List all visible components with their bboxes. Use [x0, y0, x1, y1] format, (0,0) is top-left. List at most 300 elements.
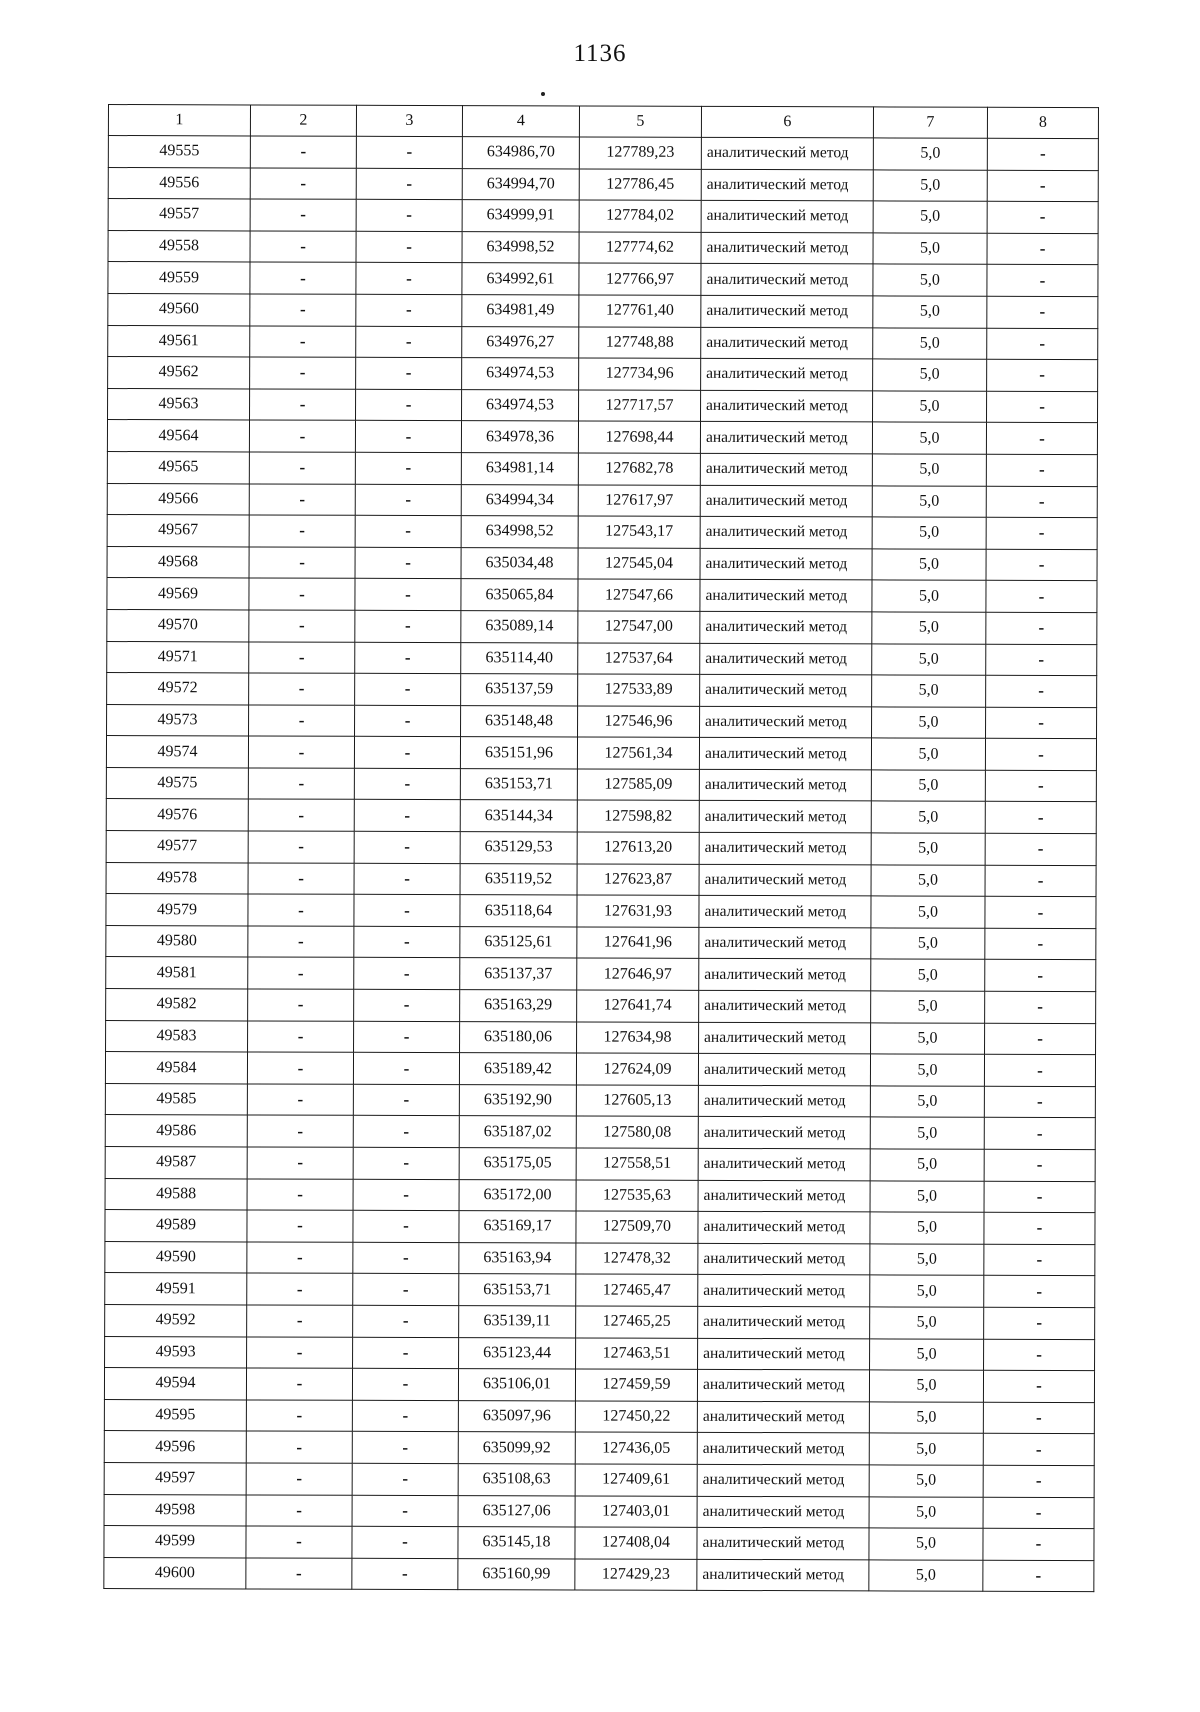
table-row: [104, 1557, 1094, 1592]
cell-col-3-value: -: [353, 1210, 459, 1242]
cell-method: аналитический метод: [699, 990, 871, 1022]
cell-point-number: 49562: [108, 357, 250, 389]
cell-col-3-value: -: [356, 136, 462, 168]
cell-y-coordinate: 127631,93: [577, 895, 699, 927]
cell-col-8-value: -: [987, 359, 1098, 391]
cell-col-3-value: -: [354, 1021, 460, 1053]
cell-accuracy: 5,0: [870, 1212, 984, 1244]
cell-x-coordinate: 634981,49: [462, 295, 579, 327]
cell-col-2-value: -: [250, 168, 356, 200]
cell-accuracy: 5,0: [871, 833, 985, 865]
cell-point-number: 49570: [107, 609, 249, 641]
cell-col-2-value: -: [248, 957, 354, 989]
table-row: [107, 609, 1097, 644]
cell-method: аналитический метод: [698, 1117, 870, 1149]
cell-y-coordinate: 127580,08: [576, 1116, 698, 1148]
cell-method: аналитический метод: [700, 611, 872, 643]
cell-y-coordinate: 127545,04: [578, 548, 700, 580]
cell-col-8-value: -: [984, 1339, 1095, 1371]
cell-col-3-value: -: [355, 705, 461, 737]
table-row: [106, 799, 1096, 834]
cell-x-coordinate: 634974,53: [462, 389, 579, 421]
cell-col-8-value: -: [984, 1244, 1095, 1276]
cell-y-coordinate: 127734,96: [579, 358, 701, 390]
cell-col-8-value: -: [983, 1465, 1094, 1497]
cell-method: аналитический метод: [701, 137, 873, 169]
cell-y-coordinate: 127561,34: [577, 737, 699, 769]
cell-col-3-value: -: [356, 199, 462, 231]
cell-accuracy: 5,0: [873, 264, 987, 296]
cell-point-number: 49586: [105, 1115, 247, 1147]
cell-y-coordinate: 127617,97: [578, 485, 700, 517]
cell-col-2-value: -: [248, 989, 354, 1021]
cell-point-number: 49591: [105, 1273, 247, 1305]
cell-accuracy: 5,0: [873, 138, 987, 170]
cell-method: аналитический метод: [698, 1338, 870, 1370]
cell-col-3-value: -: [355, 421, 461, 453]
cell-x-coordinate: 634992,61: [462, 263, 579, 295]
cell-x-coordinate: 635175,05: [459, 1148, 576, 1180]
coordinates-table-container: [103, 104, 1098, 1592]
cell-col-2-value: -: [247, 1179, 353, 1211]
cell-col-8-value: -: [987, 391, 1098, 423]
cell-method: аналитический метод: [701, 295, 873, 327]
cell-accuracy: 5,0: [871, 991, 985, 1023]
cell-x-coordinate: 635139,11: [459, 1306, 576, 1338]
cell-col-8-value: -: [987, 138, 1098, 170]
cell-col-3-value: -: [356, 168, 462, 200]
cell-accuracy: 5,0: [869, 1496, 983, 1528]
table-row: [106, 989, 1096, 1024]
cell-point-number: 49583: [106, 1020, 248, 1052]
cell-col-3-value: -: [356, 357, 462, 389]
scan-artifact-dot: [541, 92, 545, 96]
cell-y-coordinate: 127717,57: [579, 390, 701, 422]
table-row: [107, 673, 1097, 708]
cell-y-coordinate: 127761,40: [579, 295, 701, 327]
cell-point-number: 49556: [108, 167, 250, 199]
cell-method: аналитический метод: [701, 390, 873, 422]
cell-y-coordinate: 127774,62: [579, 232, 701, 264]
cell-method: аналитический метод: [698, 1275, 870, 1307]
table-row: [104, 1399, 1094, 1434]
cell-col-2-value: -: [246, 1494, 352, 1526]
cell-point-number: 49597: [104, 1462, 246, 1494]
table-row: [105, 1178, 1095, 1213]
cell-method: аналитический метод: [697, 1527, 869, 1559]
table-row: [106, 894, 1096, 929]
cell-y-coordinate: 127624,09: [576, 1053, 698, 1085]
table-row: [106, 925, 1096, 960]
cell-point-number: 49559: [108, 262, 250, 294]
cell-method: аналитический метод: [700, 706, 872, 738]
cell-y-coordinate: 127409,61: [575, 1464, 697, 1496]
cell-col-2-value: -: [249, 578, 355, 610]
table-row: [104, 1494, 1094, 1529]
cell-method: аналитический метод: [700, 516, 872, 548]
cell-col-3-value: -: [354, 800, 460, 832]
cell-point-number: 49574: [106, 736, 248, 768]
header-col-2: 2: [250, 105, 356, 136]
cell-x-coordinate: 635189,42: [459, 1053, 576, 1085]
cell-accuracy: 5,0: [873, 233, 987, 265]
cell-col-2-value: -: [248, 894, 354, 926]
cell-col-3-value: -: [355, 452, 461, 484]
cell-col-8-value: -: [985, 739, 1096, 771]
table-row: [105, 1083, 1095, 1118]
table-row: [108, 357, 1098, 392]
cell-accuracy: 5,0: [873, 296, 987, 328]
cell-col-2-value: -: [250, 294, 356, 326]
cell-accuracy: 5,0: [873, 169, 987, 201]
cell-col-2-value: -: [250, 136, 356, 168]
cell-method: аналитический метод: [701, 201, 873, 233]
cell-col-2-value: -: [249, 515, 355, 547]
cell-method: аналитический метод: [699, 896, 871, 928]
cell-point-number: 49592: [105, 1304, 247, 1336]
cell-col-3-value: -: [355, 484, 461, 516]
cell-col-8-value: -: [985, 991, 1096, 1023]
cell-point-number: 49573: [107, 704, 249, 736]
cell-col-8-value: -: [987, 233, 1098, 265]
cell-col-3-value: -: [355, 673, 461, 705]
table-row: [107, 578, 1097, 613]
cell-col-3-value: -: [353, 1116, 459, 1148]
cell-method: аналитический метод: [699, 959, 871, 991]
table-row: [106, 831, 1096, 866]
cell-y-coordinate: 127408,04: [575, 1527, 697, 1559]
table-row: [107, 704, 1097, 739]
cell-col-8-value: -: [985, 833, 1096, 865]
cell-col-8-value: -: [983, 1370, 1094, 1402]
coordinates-table: [103, 104, 1099, 1592]
cell-accuracy: 5,0: [870, 1054, 984, 1086]
cell-method: аналитический метод: [701, 359, 873, 391]
table-row: [105, 1304, 1095, 1339]
cell-point-number: 49589: [105, 1210, 247, 1242]
cell-y-coordinate: 127766,97: [579, 263, 701, 295]
cell-point-number: 49558: [108, 230, 250, 262]
cell-accuracy: 5,0: [870, 1180, 984, 1212]
cell-col-2-value: -: [247, 1052, 353, 1084]
cell-point-number: 49579: [106, 894, 248, 926]
cell-col-2-value: -: [247, 1242, 353, 1274]
cell-method: аналитический метод: [699, 801, 871, 833]
cell-y-coordinate: 127598,82: [577, 800, 699, 832]
cell-point-number: 49596: [104, 1431, 246, 1463]
table-row: [107, 546, 1097, 581]
cell-method: аналитический метод: [699, 738, 871, 770]
cell-point-number: 49555: [108, 136, 250, 168]
cell-col-3-value: -: [353, 1274, 459, 1306]
cell-accuracy: 5,0: [872, 612, 986, 644]
cell-col-3-value: -: [352, 1526, 458, 1558]
table-row: [105, 1273, 1095, 1308]
cell-method: аналитический метод: [699, 927, 871, 959]
cell-point-number: 49577: [106, 831, 248, 863]
cell-col-8-value: -: [986, 517, 1097, 549]
cell-col-2-value: -: [249, 483, 355, 515]
cell-x-coordinate: 635034,48: [461, 547, 578, 579]
cell-accuracy: 5,0: [872, 485, 986, 517]
cell-point-number: 49565: [107, 451, 249, 483]
table-row: [106, 957, 1096, 992]
cell-x-coordinate: 635145,18: [458, 1527, 575, 1559]
cell-x-coordinate: 635153,71: [459, 1274, 576, 1306]
cell-col-3-value: -: [354, 989, 460, 1021]
cell-col-3-value: -: [353, 1147, 459, 1179]
cell-col-2-value: -: [250, 389, 356, 421]
cell-accuracy: 5,0: [872, 643, 986, 675]
table-row: [108, 293, 1098, 328]
cell-x-coordinate: 635163,94: [459, 1242, 576, 1274]
cell-accuracy: 5,0: [873, 359, 987, 391]
cell-col-3-value: -: [356, 231, 462, 263]
cell-col-2-value: -: [248, 926, 354, 958]
cell-point-number: 49594: [104, 1368, 246, 1400]
cell-col-3-value: -: [355, 515, 461, 547]
cell-accuracy: 5,0: [872, 549, 986, 581]
cell-col-8-value: -: [984, 1212, 1095, 1244]
cell-method: аналитический метод: [700, 643, 872, 675]
table-row: [104, 1526, 1094, 1561]
cell-col-2-value: -: [246, 1400, 352, 1432]
cell-col-3-value: -: [354, 926, 460, 958]
cell-method: аналитический метод: [697, 1559, 869, 1591]
cell-point-number: 49560: [108, 293, 250, 325]
cell-x-coordinate: 635169,17: [459, 1211, 576, 1243]
cell-accuracy: 5,0: [869, 1560, 983, 1592]
cell-col-3-value: -: [354, 863, 460, 895]
cell-point-number: 49590: [105, 1241, 247, 1273]
cell-col-2-value: -: [247, 1210, 353, 1242]
cell-accuracy: 5,0: [870, 1117, 984, 1149]
cell-x-coordinate: 635119,52: [460, 863, 577, 895]
cell-x-coordinate: 635137,59: [461, 674, 578, 706]
cell-col-3-value: -: [352, 1463, 458, 1495]
cell-col-2-value: -: [249, 641, 355, 673]
cell-col-3-value: -: [353, 1084, 459, 1116]
cell-y-coordinate: 127535,63: [576, 1180, 698, 1212]
cell-col-3-value: -: [356, 389, 462, 421]
cell-col-8-value: -: [984, 1118, 1095, 1150]
cell-col-8-value: -: [985, 897, 1096, 929]
cell-y-coordinate: 127436,05: [575, 1432, 697, 1464]
cell-y-coordinate: 127465,47: [576, 1274, 698, 1306]
cell-col-8-value: -: [983, 1528, 1094, 1560]
table-row: [106, 1020, 1096, 1055]
cell-y-coordinate: 127537,64: [578, 642, 700, 674]
table-row: [106, 736, 1096, 771]
cell-x-coordinate: 635137,37: [460, 958, 577, 990]
cell-x-coordinate: 635187,02: [459, 1116, 576, 1148]
cell-col-2-value: -: [246, 1368, 352, 1400]
cell-col-2-value: -: [247, 1115, 353, 1147]
cell-col-8-value: -: [986, 454, 1097, 486]
cell-method: аналитический метод: [697, 1401, 869, 1433]
cell-y-coordinate: 127789,23: [579, 137, 701, 169]
cell-y-coordinate: 127682,78: [578, 453, 700, 485]
cell-col-2-value: -: [249, 452, 355, 484]
cell-method: аналитический метод: [698, 1180, 870, 1212]
cell-method: аналитический метод: [700, 580, 872, 612]
cell-method: аналитический метод: [699, 769, 871, 801]
table-row: [104, 1462, 1094, 1497]
cell-point-number: 49566: [107, 483, 249, 515]
cell-y-coordinate: 127558,51: [576, 1148, 698, 1180]
cell-col-3-value: -: [354, 831, 460, 863]
cell-y-coordinate: 127613,20: [577, 832, 699, 864]
cell-method: аналитический метод: [700, 453, 872, 485]
cell-col-2-value: -: [249, 420, 355, 452]
cell-accuracy: 5,0: [871, 770, 985, 802]
cell-point-number: 49571: [107, 641, 249, 673]
cell-accuracy: 5,0: [873, 391, 987, 423]
cell-col-2-value: -: [246, 1558, 352, 1590]
cell-col-2-value: -: [250, 231, 356, 263]
cell-point-number: 49557: [108, 199, 250, 231]
cell-accuracy: 5,0: [870, 1307, 984, 1339]
cell-col-2-value: -: [247, 1147, 353, 1179]
cell-x-coordinate: 635180,06: [460, 1021, 577, 1053]
cell-method: аналитический метод: [701, 264, 873, 296]
cell-col-8-value: -: [986, 581, 1097, 613]
cell-col-8-value: -: [985, 928, 1096, 960]
table-row: [107, 451, 1097, 486]
cell-col-3-value: -: [356, 294, 462, 326]
cell-col-2-value: -: [250, 199, 356, 231]
cell-col-2-value: -: [249, 610, 355, 642]
cell-method: аналитический метод: [698, 1054, 870, 1086]
cell-col-2-value: -: [249, 673, 355, 705]
cell-accuracy: 5,0: [870, 1338, 984, 1370]
cell-method: аналитический метод: [699, 832, 871, 864]
header-col-1: 1: [108, 105, 250, 136]
cell-point-number: 49568: [107, 546, 249, 578]
cell-col-2-value: -: [248, 736, 354, 768]
cell-method: аналитический метод: [701, 169, 873, 201]
cell-accuracy: 5,0: [872, 675, 986, 707]
cell-accuracy: 5,0: [869, 1528, 983, 1560]
table-row: [106, 862, 1096, 897]
table-row: [108, 325, 1098, 360]
cell-col-8-value: -: [987, 296, 1098, 328]
cell-x-coordinate: 635125,61: [460, 926, 577, 958]
cell-point-number: 49598: [104, 1494, 246, 1526]
cell-method: аналитический метод: [700, 485, 872, 517]
cell-accuracy: 5,0: [871, 865, 985, 897]
cell-accuracy: 5,0: [870, 1275, 984, 1307]
cell-point-number: 49584: [105, 1052, 247, 1084]
cell-method: аналитический метод: [699, 1022, 871, 1054]
cell-col-3-value: -: [352, 1368, 458, 1400]
table-row: [104, 1431, 1094, 1466]
cell-x-coordinate: 635160,99: [458, 1558, 575, 1590]
table-row: [104, 1368, 1094, 1403]
table-row: [106, 767, 1096, 802]
cell-col-2-value: -: [250, 326, 356, 358]
cell-point-number: 49572: [107, 673, 249, 705]
cell-point-number: 49588: [105, 1178, 247, 1210]
cell-accuracy: 5,0: [869, 1433, 983, 1465]
cell-col-8-value: -: [983, 1497, 1094, 1529]
cell-method: аналитический метод: [697, 1370, 869, 1402]
cell-col-8-value: -: [984, 1307, 1095, 1339]
cell-col-2-value: -: [248, 768, 354, 800]
cell-point-number: 49575: [106, 767, 248, 799]
cell-col-8-value: -: [984, 1181, 1095, 1213]
cell-accuracy: 5,0: [871, 959, 985, 991]
cell-col-2-value: -: [246, 1463, 352, 1495]
cell-x-coordinate: 634994,34: [461, 484, 578, 516]
cell-y-coordinate: 127748,88: [579, 327, 701, 359]
cell-x-coordinate: 635099,92: [458, 1432, 575, 1464]
cell-col-8-value: -: [983, 1402, 1094, 1434]
cell-x-coordinate: 635114,40: [461, 642, 578, 674]
cell-y-coordinate: 127623,87: [577, 864, 699, 896]
cell-point-number: 49563: [108, 388, 250, 420]
cell-col-2-value: -: [248, 831, 354, 863]
cell-accuracy: 5,0: [869, 1370, 983, 1402]
cell-x-coordinate: 635192,90: [459, 1084, 576, 1116]
cell-y-coordinate: 127547,66: [578, 579, 700, 611]
cell-col-8-value: -: [984, 1086, 1095, 1118]
cell-col-8-value: -: [983, 1560, 1094, 1592]
cell-point-number: 49580: [106, 925, 248, 957]
cell-x-coordinate: 634998,52: [462, 231, 579, 263]
cell-accuracy: 5,0: [869, 1465, 983, 1497]
cell-col-8-value: -: [987, 265, 1098, 297]
cell-col-2-value: -: [246, 1526, 352, 1558]
cell-point-number: 49567: [107, 515, 249, 547]
cell-col-2-value: -: [248, 863, 354, 895]
cell-x-coordinate: 635089,14: [461, 611, 578, 643]
table-row: [105, 1052, 1095, 1087]
cell-method: аналитический метод: [700, 422, 872, 454]
cell-y-coordinate: 127784,02: [579, 200, 701, 232]
cell-y-coordinate: 127465,25: [576, 1306, 698, 1338]
table-row: [105, 1146, 1095, 1181]
cell-point-number: 49593: [105, 1336, 247, 1368]
cell-col-3-value: -: [354, 768, 460, 800]
cell-y-coordinate: 127641,74: [577, 990, 699, 1022]
cell-col-8-value: -: [986, 644, 1097, 676]
table-row: [107, 483, 1097, 518]
cell-accuracy: 5,0: [870, 1244, 984, 1276]
cell-x-coordinate: 635163,29: [460, 990, 577, 1022]
cell-col-8-value: -: [985, 770, 1096, 802]
cell-accuracy: 5,0: [869, 1402, 983, 1434]
table-row: [107, 515, 1097, 550]
header-col-5: 5: [579, 106, 701, 137]
cell-col-3-value: -: [353, 1337, 459, 1369]
cell-y-coordinate: 127605,13: [576, 1085, 698, 1117]
cell-x-coordinate: 635123,44: [459, 1337, 576, 1369]
cell-accuracy: 5,0: [871, 1023, 985, 1055]
cell-col-3-value: -: [354, 737, 460, 769]
cell-col-8-value: -: [986, 486, 1097, 518]
cell-x-coordinate: 634998,52: [461, 516, 578, 548]
cell-method: аналитический метод: [701, 232, 873, 264]
cell-col-8-value: -: [987, 201, 1098, 233]
cell-method: аналитический метод: [700, 674, 872, 706]
cell-accuracy: 5,0: [872, 580, 986, 612]
cell-col-8-value: -: [986, 549, 1097, 581]
cell-accuracy: 5,0: [870, 1086, 984, 1118]
cell-point-number: 49578: [106, 862, 248, 894]
cell-x-coordinate: 635118,64: [460, 895, 577, 927]
cell-y-coordinate: 127585,09: [577, 769, 699, 801]
